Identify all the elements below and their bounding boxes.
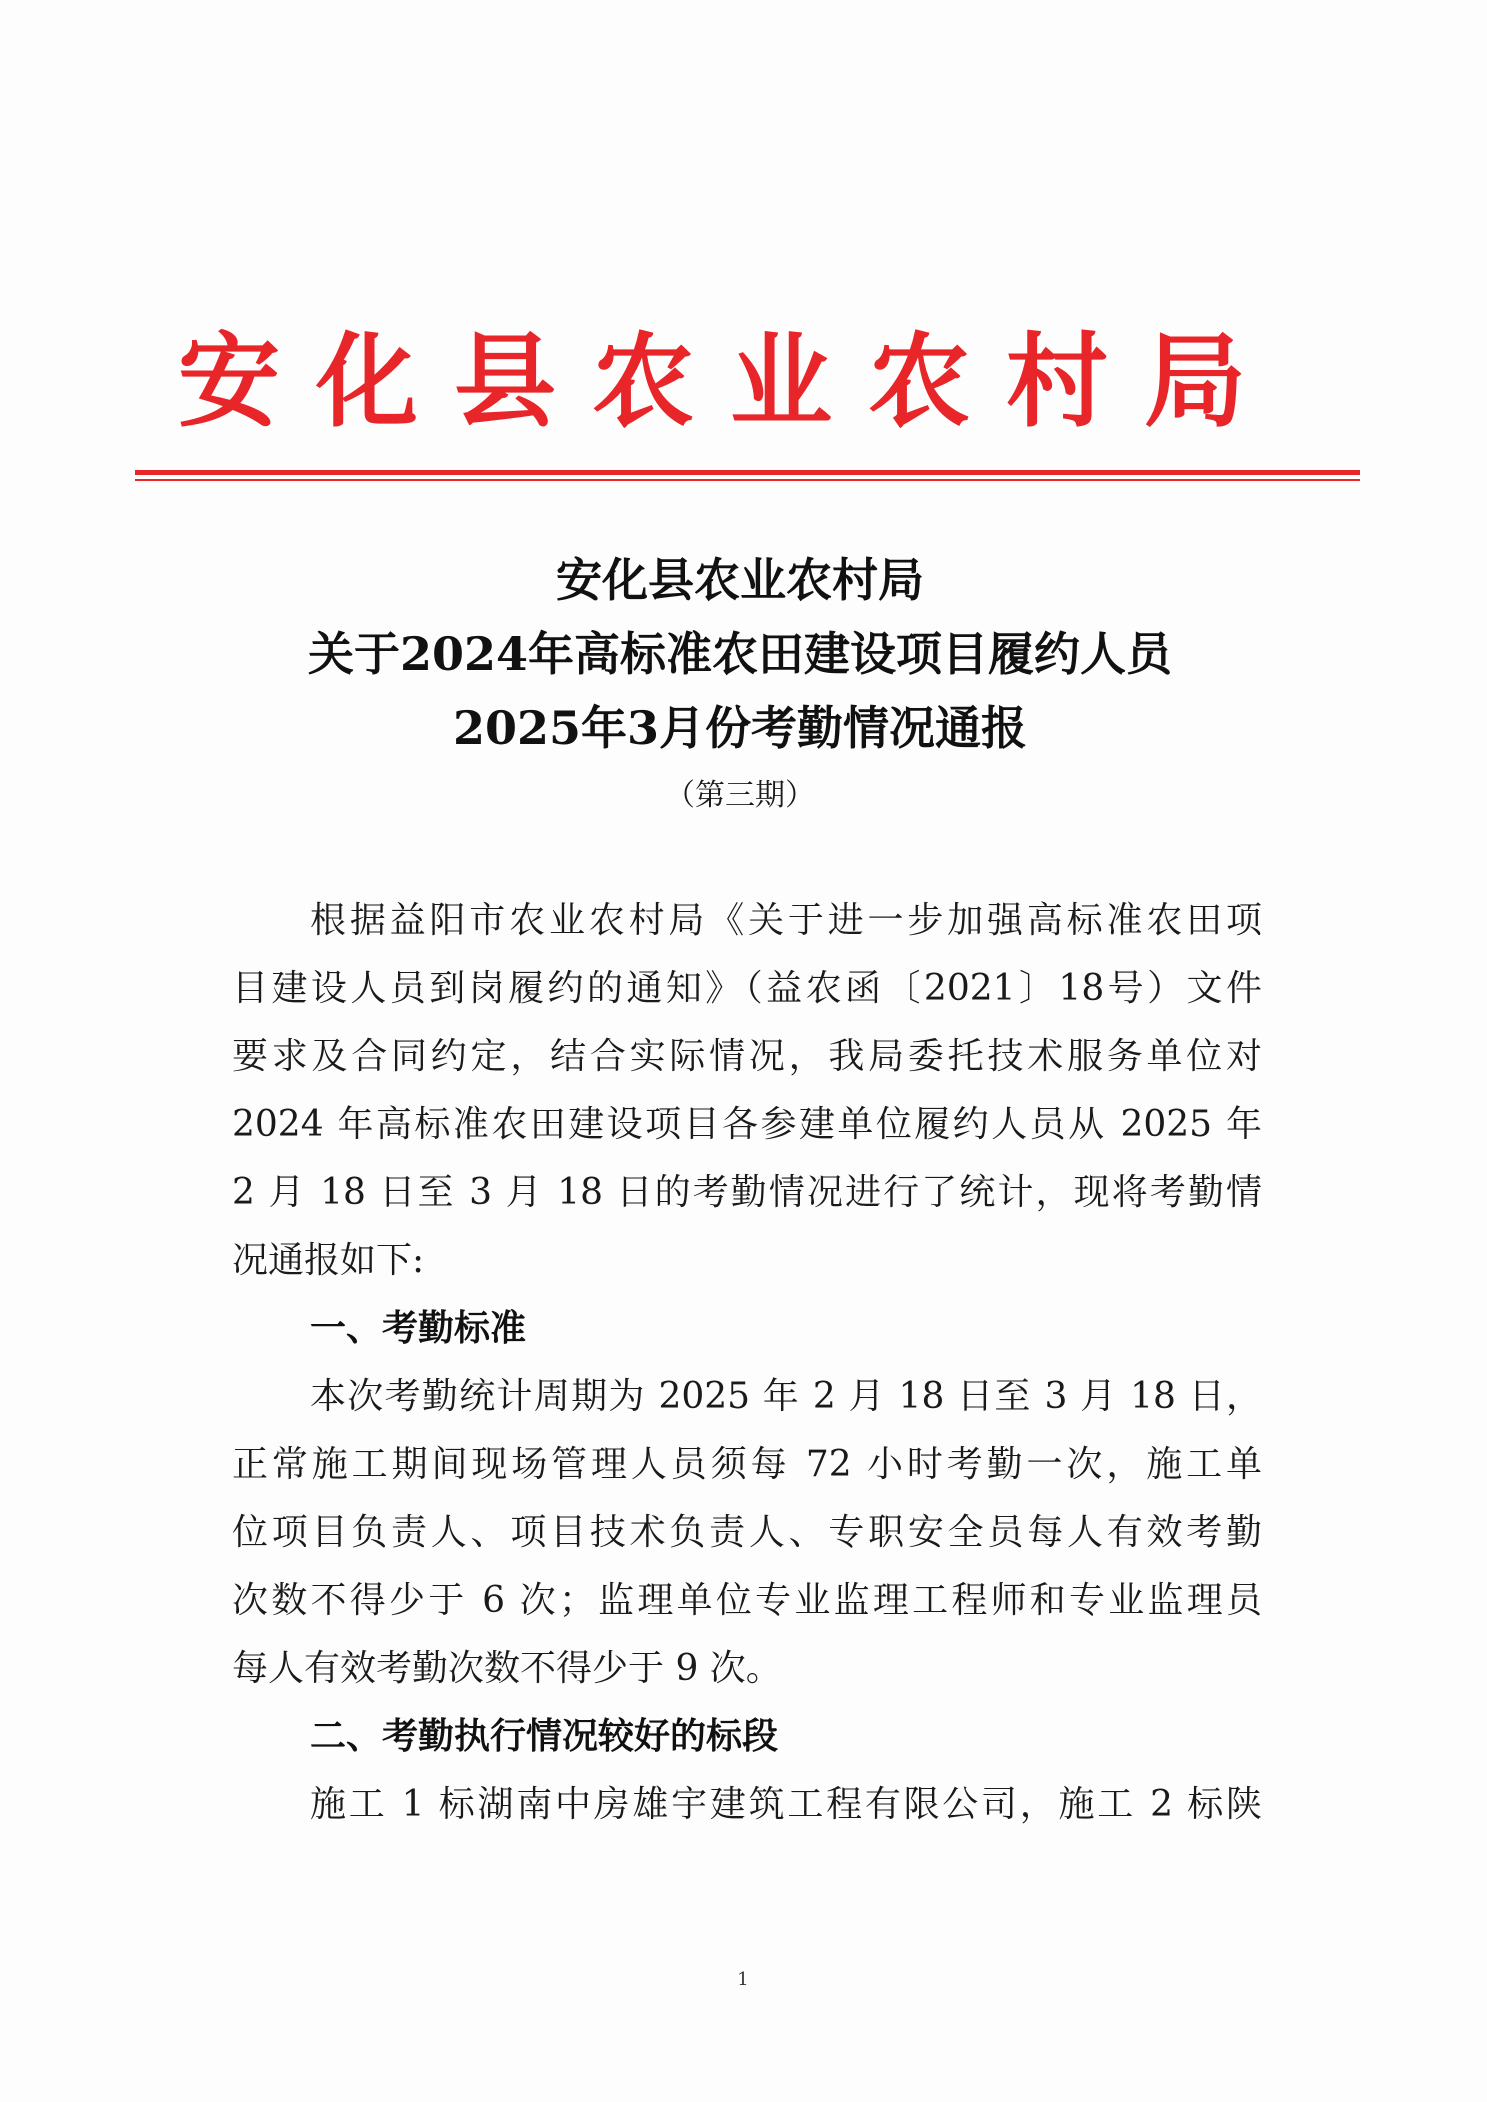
- paragraph-1-line: 根据益阳市农业农村局《关于进一步加强高标准农田项: [310, 900, 1262, 941]
- paragraph-1-line: 目建设人员到岗履约的通知》（益农函〔2021〕18号）文件: [232, 968, 1262, 1009]
- paragraph-2-line: 本次考勤统计周期为 2025 年 2 月 18 日至 3 月 18 日，: [310, 1376, 1262, 1417]
- issue-number: （第三期）: [665, 778, 815, 813]
- paragraph-2-line: 每人有效考勤次数不得少于 9 次。: [232, 1648, 782, 1689]
- paragraph-2-line: 位项目负责人、项目技术负责人、专职安全员每人有效考勤: [232, 1512, 1262, 1553]
- paragraph-1-line: 要求及合同约定，结合实际情况，我局委托技术服务单位对: [232, 1036, 1262, 1077]
- paragraph-1-line: 况通报如下:: [232, 1240, 425, 1281]
- paragraph-2-line: 正常施工期间现场管理人员须每 72 小时考勤一次，施工单: [232, 1444, 1262, 1485]
- paragraph-3-line: 施工 1 标湖南中房雄宇建筑工程有限公司，施工 2 标陕: [310, 1784, 1262, 1825]
- page-number: 1: [737, 1969, 749, 1990]
- paragraph-1-line: 2024 年高标准农田建设项目各参建单位履约人员从 2025 年: [232, 1104, 1262, 1145]
- document-title-line-3: 2025年3月份考勤情况通报: [452, 701, 1028, 755]
- paragraph-2-line: 次数不得少于 6 次；监理单位专业监理工程师和专业监理员: [232, 1580, 1262, 1621]
- document-title-line-1: 安化县农业农村局: [556, 553, 924, 607]
- document-title-line-2: 关于2024年高标准农田建设项目履约人员: [307, 627, 1173, 681]
- masthead-org-name: 安化县农业农村局: [178, 322, 1282, 442]
- masthead-rule-thin: [135, 479, 1360, 481]
- section-2-heading: 二、考勤执行情况较好的标段: [310, 1716, 779, 1757]
- paragraph-1-line: 2 月 18 日至 3 月 18 日的考勤情况进行了统计，现将考勤情: [232, 1172, 1262, 1213]
- masthead-rule-thick: [135, 470, 1360, 475]
- section-1-heading: 一、考勤标准: [310, 1308, 527, 1349]
